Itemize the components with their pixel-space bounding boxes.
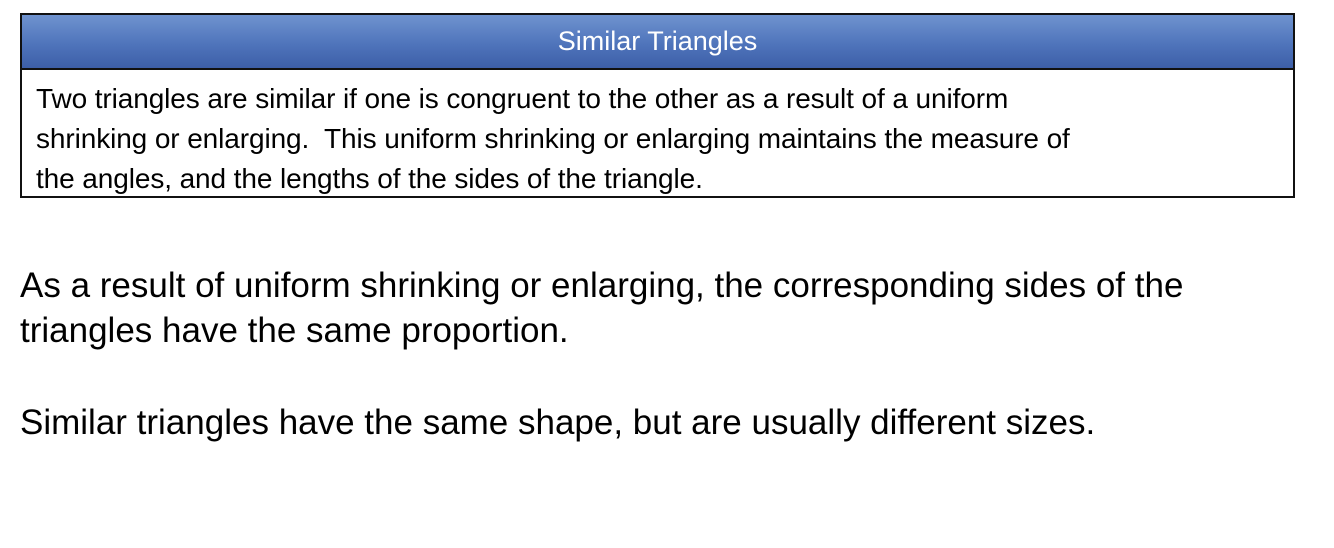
definition-header <box>22 15 1293 70</box>
proportion-paragraph <box>20 263 1320 353</box>
definition-title: Similar Triangles <box>557 26 758 56</box>
paragraph-line: triangles have the same proportion. <box>20 311 569 350</box>
shape-paragraph: Similar triangles have the same shape, but are usually different sizes. <box>20 403 1096 442</box>
definition-line: Two triangles are similar if one is congruent to the other as a result of a uniform <box>36 83 1009 114</box>
definition-box <box>20 13 1295 198</box>
paragraph-line: As a result of uniform shrinking or enlarging, the corresponding sides of the <box>20 266 1184 305</box>
definition-body <box>22 70 1293 199</box>
definition-line: shrinking or enlarging. This uniform shrinking or enlarging maintains the measure of <box>36 123 1070 154</box>
definition-line: the angles, and the lengths of the sides of the triangle. <box>36 163 703 194</box>
